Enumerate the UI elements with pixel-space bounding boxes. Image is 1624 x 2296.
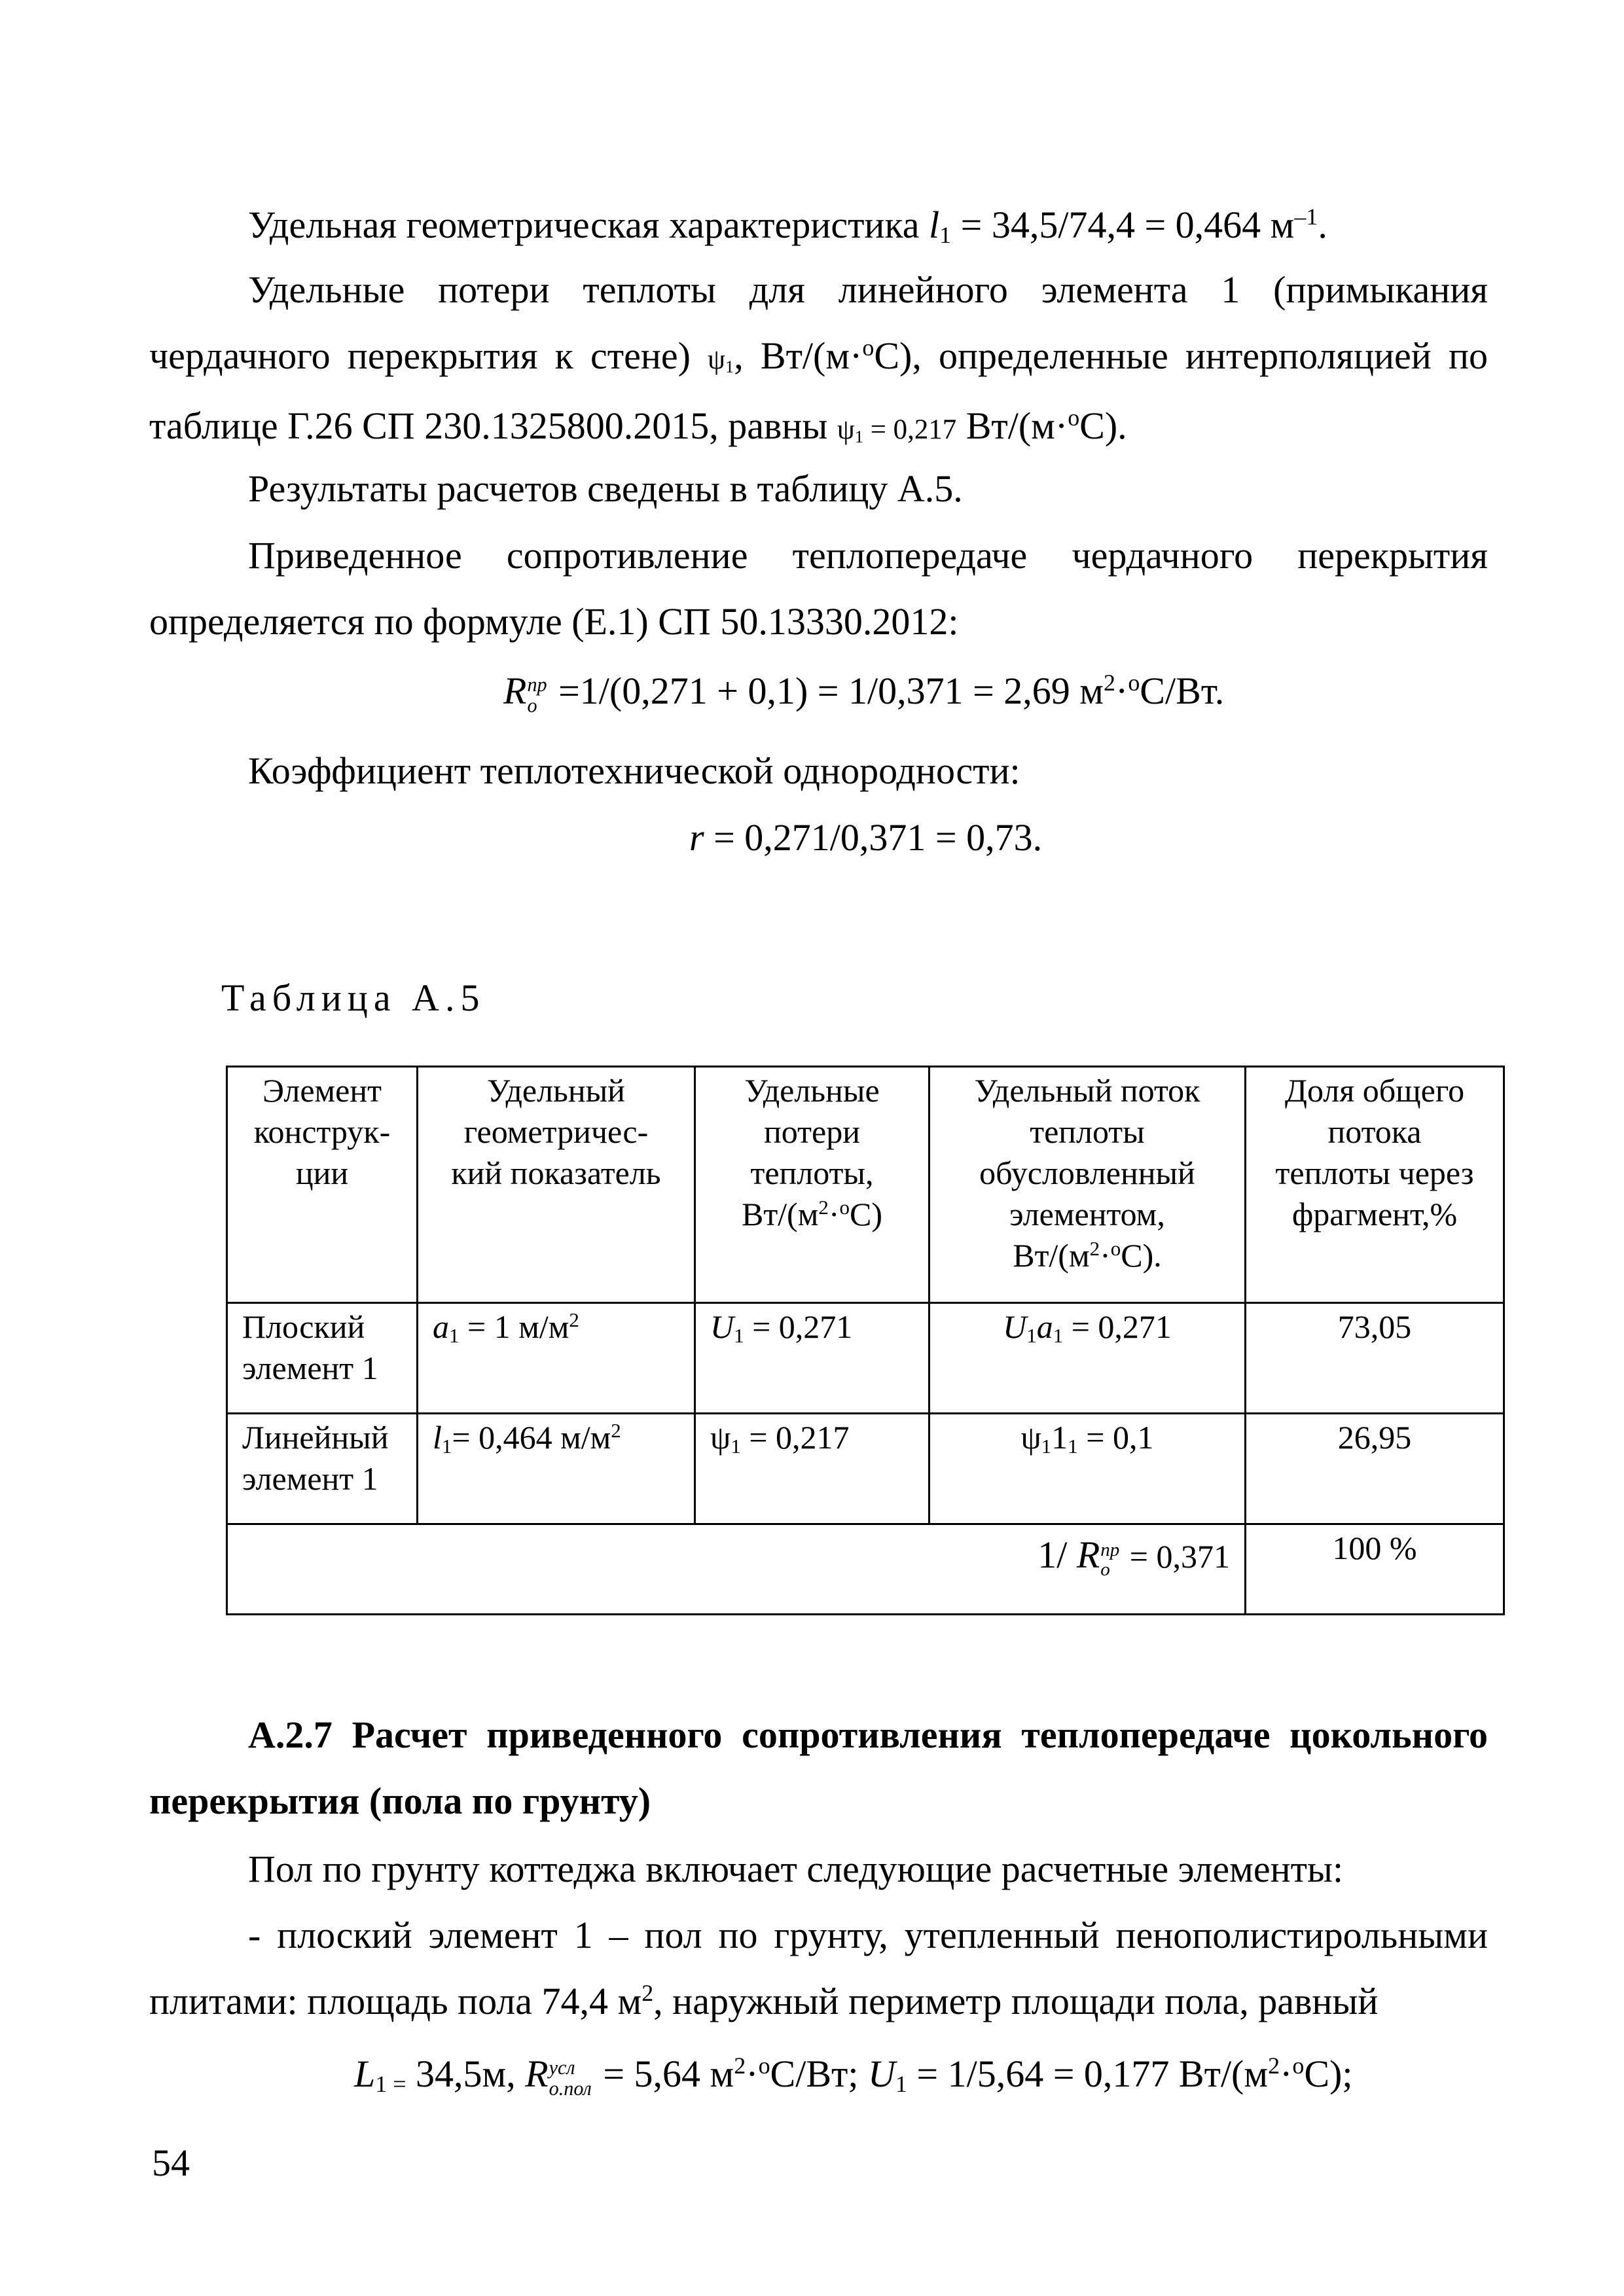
paragraph-line (149, 323, 1488, 393)
header-cell-heat-loss (695, 1067, 929, 1303)
index-stack (527, 675, 547, 716)
text-run: чердачного перекрытия к стене) (149, 334, 708, 377)
superscript: пр (1100, 1539, 1120, 1560)
superscript: о (758, 2053, 770, 2079)
superscript: о (1068, 404, 1080, 431)
text-run: = 0,271/0,371 = 0,73. (704, 816, 1043, 859)
text-run: = 1 м/м (459, 1308, 569, 1345)
variable: 1 (1051, 1419, 1068, 1456)
psi-symbol (708, 344, 734, 375)
variable: ψ (710, 1419, 731, 1456)
paragraph-line: Коэффициент теплотехнической однородности: (248, 749, 1020, 792)
text-run: = 0,217 (863, 414, 957, 445)
subscript: 1 (725, 356, 734, 376)
subscript: 1 (449, 1323, 460, 1347)
subscript: 1 (731, 1434, 741, 1458)
variable: ψ (1020, 1419, 1041, 1456)
text-run: = 34,5/74,4 = 0,464 м (951, 204, 1295, 246)
cell-heat-loss (695, 1303, 929, 1414)
text-run: С), определенные интерполяцией по (874, 334, 1488, 377)
text-run: С) (850, 1196, 883, 1232)
text-run: =1/(0,271 + 0,1) = 1/0,371 = 2,69 м (549, 670, 1104, 712)
paragraph-line: Удельные потери теплоты для линейного элемента 1 (примыкания (248, 268, 1488, 311)
text-run: , наружный периметр площади пола, равный (653, 1980, 1379, 2022)
paragraph-line: Пол по грунту коттеджа включает следующие расчетные элементы: (248, 1848, 1344, 1890)
header-cell-heat-flow (929, 1067, 1246, 1303)
heading-line: перекрытия (пола по грунту) (149, 1780, 651, 1822)
subscript: о.пол (549, 2077, 592, 2100)
variable: l (433, 1419, 442, 1456)
subscript: 1 (1041, 1434, 1052, 1458)
cell-geometric (418, 1303, 695, 1414)
text-run: 1/ (1038, 1534, 1077, 1576)
text-run: плитами: площадь пола 74,4 м (149, 1980, 642, 2022)
text-run: С); (1304, 2053, 1353, 2095)
text-run: = 1/5,64 = 0,177 Вт/(м (907, 2053, 1269, 2095)
variable: a (433, 1308, 449, 1345)
index-stack (1100, 1540, 1119, 1580)
paragraph-uniformity-coefficient (149, 738, 1488, 804)
paragraph-line: - плоский элемент 1 – пол по грунту, утепленный пенополистирольными (248, 1914, 1488, 1956)
cell-share: 73,05 (1246, 1303, 1504, 1414)
variable: U (710, 1308, 734, 1345)
superscript: 2 (1089, 1236, 1100, 1260)
variable-R: R (1076, 1534, 1100, 1576)
subscript: о (1100, 1559, 1110, 1581)
superscript: о (1110, 1236, 1121, 1260)
header-cell-geometric: Удельный геометричес- кий показатель (418, 1067, 695, 1303)
superscript: 2 (1104, 670, 1115, 696)
variable: a (1036, 1308, 1053, 1345)
header-unit (935, 1235, 1239, 1276)
cell-share: 26,95 (1246, 1414, 1504, 1524)
text-run: · (1280, 2053, 1293, 2095)
text-run: = 0,371 (1121, 1538, 1230, 1575)
subscript: о (527, 694, 537, 717)
paragraph-geometric-characteristic (149, 192, 1488, 258)
text-run: Удельная геометрическая характеристика (248, 204, 929, 246)
paragraph-linear-heat-loss (149, 257, 1488, 463)
paragraph-floor-elements (149, 1836, 1488, 1902)
header-text: Удельный поток теплоты обусловленный элементом, (974, 1072, 1200, 1232)
psi-letter: ψ (837, 414, 855, 445)
text-run: С). (1121, 1237, 1162, 1274)
text-run: С/Вт. (1140, 670, 1225, 712)
paragraph-line: Приведенное сопротивление теплопередаче чердачного перекрытия (248, 534, 1488, 577)
table-row (227, 1414, 1504, 1524)
superscript: усл (549, 2056, 575, 2079)
results-table (226, 1066, 1505, 1615)
text-run: . (1318, 204, 1327, 246)
header-text: Удельные потери теплоты, (744, 1072, 880, 1191)
cell-total-formula (227, 1524, 1246, 1615)
text-run: Вт/(м (1013, 1237, 1090, 1274)
text-run: · (1115, 670, 1128, 712)
superscript: о (839, 1195, 850, 1219)
table-total-row (227, 1524, 1504, 1615)
subscript: 1 (895, 2070, 907, 2097)
text-run: = 5,64 м (593, 2053, 734, 2095)
cell-element: Плоский элемент 1 (227, 1303, 418, 1414)
variable-r: r (689, 816, 704, 859)
cell-heat-flow (929, 1303, 1246, 1414)
subscript: 1 (854, 426, 863, 446)
subscript: 1 (734, 1323, 744, 1347)
superscript: 2 (611, 1418, 621, 1442)
subscript: 1 (1026, 1323, 1037, 1347)
text-run: Вт/(м (741, 1196, 819, 1232)
text-run: · (746, 2053, 759, 2095)
superscript: 2 (641, 1980, 654, 2007)
variable-L: L (354, 2053, 376, 2095)
subscript: 1 (1068, 1434, 1078, 1458)
paragraph-line: Результаты расчетов сведены в таблицу А.5. (248, 467, 963, 510)
paragraph-line: определяется по формуле (Е.1) СП 50.13330.2012: (149, 600, 959, 643)
paragraph-line (149, 192, 1488, 258)
cell-element: Линейный элемент 1 (227, 1414, 418, 1524)
text-run: , Вт/(м· (734, 334, 863, 377)
text-run: = 0,217 (740, 1419, 850, 1456)
header-cell-element: Элемент конструк- ции (227, 1067, 418, 1303)
text-run: С/Вт; (770, 2053, 868, 2095)
variable-l: l (929, 204, 940, 246)
text-run: = 0,271 (744, 1308, 853, 1345)
paragraph-line (149, 393, 1488, 463)
superscript: 2 (734, 2053, 746, 2079)
cell-total-share: 100 % (1246, 1524, 1504, 1615)
variable: U (1003, 1308, 1027, 1345)
text-run: = 0,1 (1077, 1419, 1154, 1456)
variable-U: U (868, 2053, 895, 2095)
text-run: = 0,271 (1063, 1308, 1172, 1345)
superscript: 2 (1268, 2053, 1280, 2079)
subscript: 1 (441, 1434, 452, 1458)
superscript: –1 (1294, 204, 1318, 230)
text-run: Вт/(м· (956, 404, 1068, 447)
index-stack (549, 2058, 592, 2099)
subscript: 1 (939, 221, 952, 248)
variable-R: R (503, 670, 527, 712)
subscript: 1 = (375, 2070, 406, 2097)
cell-heat-flow (929, 1414, 1246, 1524)
header-unit (701, 1194, 923, 1235)
section-heading (149, 1702, 1488, 1834)
paragraph-reduced-resistance (149, 522, 1488, 655)
table-caption: Таблица А.5 (221, 977, 486, 1019)
text-run: = 0,464 м/м (452, 1419, 611, 1456)
text-run: · (828, 1196, 840, 1232)
superscript: 2 (569, 1308, 579, 1331)
formula-reduced-resistance (503, 658, 1224, 724)
formula-uniformity (689, 804, 1042, 870)
cell-geometric (418, 1414, 695, 1524)
table-row (227, 1303, 1504, 1414)
subscript: 1 (1053, 1323, 1064, 1347)
text-run: 34,5м, (406, 2053, 526, 2095)
text-run: таблице Г.26 СП 230.1325800.2015, равны (149, 404, 837, 447)
superscript: о (862, 334, 875, 361)
psi-value (837, 414, 956, 445)
superscript: о (1128, 670, 1140, 696)
variable-R: R (525, 2053, 549, 2095)
header-cell-share: Доля общего потока теплоты через фрагмент,% (1246, 1067, 1504, 1303)
paragraph-results (149, 456, 1488, 522)
formula-floor-parameters (354, 2041, 1353, 2107)
paragraph-line (149, 1968, 1488, 2034)
table-header-row (227, 1067, 1504, 1303)
cell-heat-loss (695, 1414, 929, 1524)
superscript: о (1292, 2053, 1305, 2079)
superscript: пр (527, 673, 547, 696)
heading-line: А.2.7 Расчет приведенного сопротивления теплопередаче цокольного (248, 1713, 1488, 1756)
text-run: · (1100, 1237, 1111, 1274)
psi-letter: ψ (708, 344, 725, 375)
page-number: 54 (152, 2142, 190, 2184)
superscript: 2 (818, 1195, 829, 1219)
text-run: С). (1079, 404, 1127, 447)
paragraph-flat-element (149, 1902, 1488, 2034)
